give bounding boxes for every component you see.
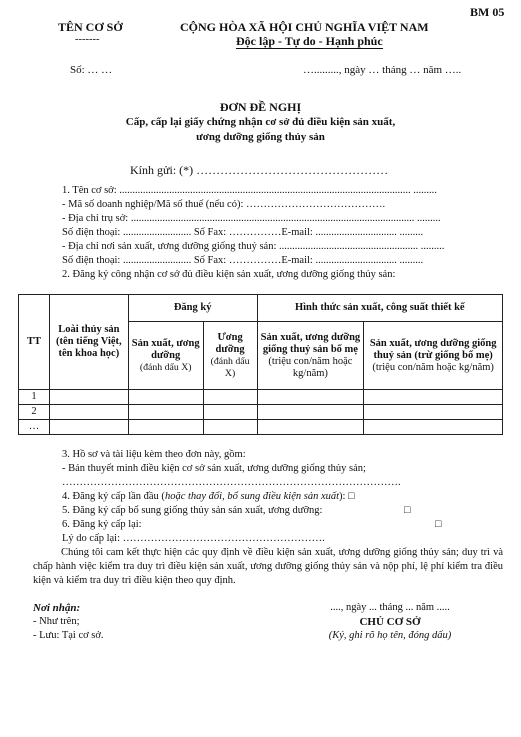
header-production-label: Sản xuất, ương dưỡng: [131, 337, 200, 361]
header-other-seed: [364, 322, 503, 390]
document-title: ĐƠN ĐỀ NGHỊ: [219, 100, 302, 114]
org-name-label: TÊN CƠ SỞ: [58, 20, 123, 34]
commitment-paragraph: Chúng tôi cam kết thực hiện các quy định về điều kiện sản xuất, ương dưỡng giống thủy sản; duy trì và chấp hành việc kiểm tra duy trì điều kiện sản xuất, ương dưỡng giống thủy sản và nộp phí, lệ phí kiểm tra điều kiện và kiểm tra duy trì điều kiện theo quy định.: [33, 547, 503, 586]
motto: Độc lập - Tự do - Hạnh phúc: [236, 34, 383, 48]
option-first-registration: [62, 491, 354, 502]
header-nursery: [203, 322, 257, 390]
field-facility-name: 1. Tên cơ sở: ............................................................................................................... .........: [62, 185, 437, 196]
field-head-office: - Địa chỉ trụ sở: ............................................................................................................ .........: [62, 213, 441, 224]
table-row: [19, 420, 503, 435]
field-registration-heading: 2. Đăng ký công nhận cơ sở đủ điều kiện sản xuất, ương dưỡng giống thủy sản:: [62, 269, 396, 280]
field-tax-code: - Mã số doanh nghiệp/Mã số thuế (nếu có): ………………………………….: [62, 199, 386, 210]
signature-note: (Ký, ghi rõ họ tên, đóng dấu): [328, 630, 452, 641]
field-production-address: - Địa chỉ nơi sản xuất, ương dưỡng giống thuỷ sản: ..................................................... .........: [62, 241, 445, 252]
registration-table: [18, 294, 503, 435]
header-nursery-label: Ương dưỡng: [215, 331, 245, 355]
signature-title: CHỦ CƠ SỞ: [359, 616, 421, 628]
header-species: [49, 295, 128, 390]
header-broodstock: [257, 322, 364, 390]
header-production-form-group: Hình thức sản xuất, công suất thiết kế: [257, 295, 502, 322]
recipients-label: Nơi nhận:: [33, 602, 81, 614]
header-species-label: Loài thủy sản (tên tiếng Việt, tên khoa học): [56, 324, 122, 359]
header-register-group: Đăng ký: [128, 295, 257, 322]
reissue-reason: Lý do cấp lại: ………………………………………………….: [62, 533, 325, 544]
document-subtitle-1: Cấp, cấp lại giấy chứng nhận cơ sở đủ điều kiện sản xuất,: [125, 116, 396, 128]
option-first-registration-checkbox[interactable]: ): □: [339, 491, 355, 502]
header-tt: TT: [19, 295, 50, 390]
row-number: 1: [19, 390, 50, 405]
recipient-2: - Lưu: Tại cơ sở.: [33, 630, 104, 641]
org-underline-dashes: -------: [75, 34, 100, 45]
row-number: 2: [19, 405, 50, 420]
option-supplement-checkbox[interactable]: □: [404, 505, 411, 516]
option-reissue-label: 6. Đăng ký cấp lại:: [62, 519, 142, 530]
table-row: [19, 390, 503, 405]
field-contact-1: Số điện thoại: .......................... Số Fax: ……………E-mail: ............................... .........: [62, 227, 424, 238]
option-first-registration-note: hoặc thay đổi, bổ sung điều kiện sản xuất: [164, 491, 340, 502]
header-broodstock-label: Sản xuất, ương dưỡng giống thuỷ sản bố mẹ: [260, 331, 361, 355]
header-broodstock-unit: (triệu con/năm hoặc kg/năm): [268, 355, 353, 379]
document-subtitle-2: ương dưỡng giống thủy sản: [196, 131, 325, 143]
option-supplement-label: 5. Đăng ký cấp bổ sung giống thủy sản sản xuất, ương dưỡng:: [62, 505, 323, 516]
signature-date: ...., ngày ... tháng ... năm .....: [330, 602, 450, 613]
option-first-registration-label: 4. Đăng ký cấp lần đầu (: [62, 491, 165, 502]
header-other-seed-label: Sản xuất, ương dưỡng giống thuỷ sản (trừ giống bố mẹ): [369, 337, 497, 361]
header-production-note: (đánh dấu X): [139, 361, 192, 373]
addressee-line: Kính gửi: (*) …………………………………………: [130, 163, 389, 177]
row-number: …: [19, 420, 50, 435]
docs-item-blank: …………………………………………………………………………………….: [62, 477, 401, 488]
form-code: BM 05: [470, 5, 505, 19]
document-date: …........., ngày … tháng … năm …..: [303, 64, 462, 76]
document-number: Số: … …: [70, 64, 113, 76]
docs-heading: 3. Hồ sơ và tài liệu kèm theo đơn này, gồm:: [62, 449, 246, 460]
nation-title: CỘNG HÒA XÃ HỘI CHỦ NGHĨA VIỆT NAM: [180, 20, 429, 34]
header-other-seed-unit: (triệu con/năm hoặc kg/năm): [372, 361, 494, 373]
table-row: [19, 405, 503, 420]
field-contact-2: Số điện thoại: .......................... Số Fax: ……………E-mail: ............................... .........: [62, 255, 424, 266]
option-reissue-checkbox[interactable]: □: [435, 519, 442, 530]
header-nursery-note: (đánh dấu X): [210, 355, 250, 379]
header-production: [128, 322, 203, 390]
docs-item-description: - Bản thuyết minh điều kiện cơ sở sản xuất, ương dưỡng giống thủy sản;: [62, 463, 366, 474]
recipient-1: - Như trên;: [33, 616, 80, 627]
